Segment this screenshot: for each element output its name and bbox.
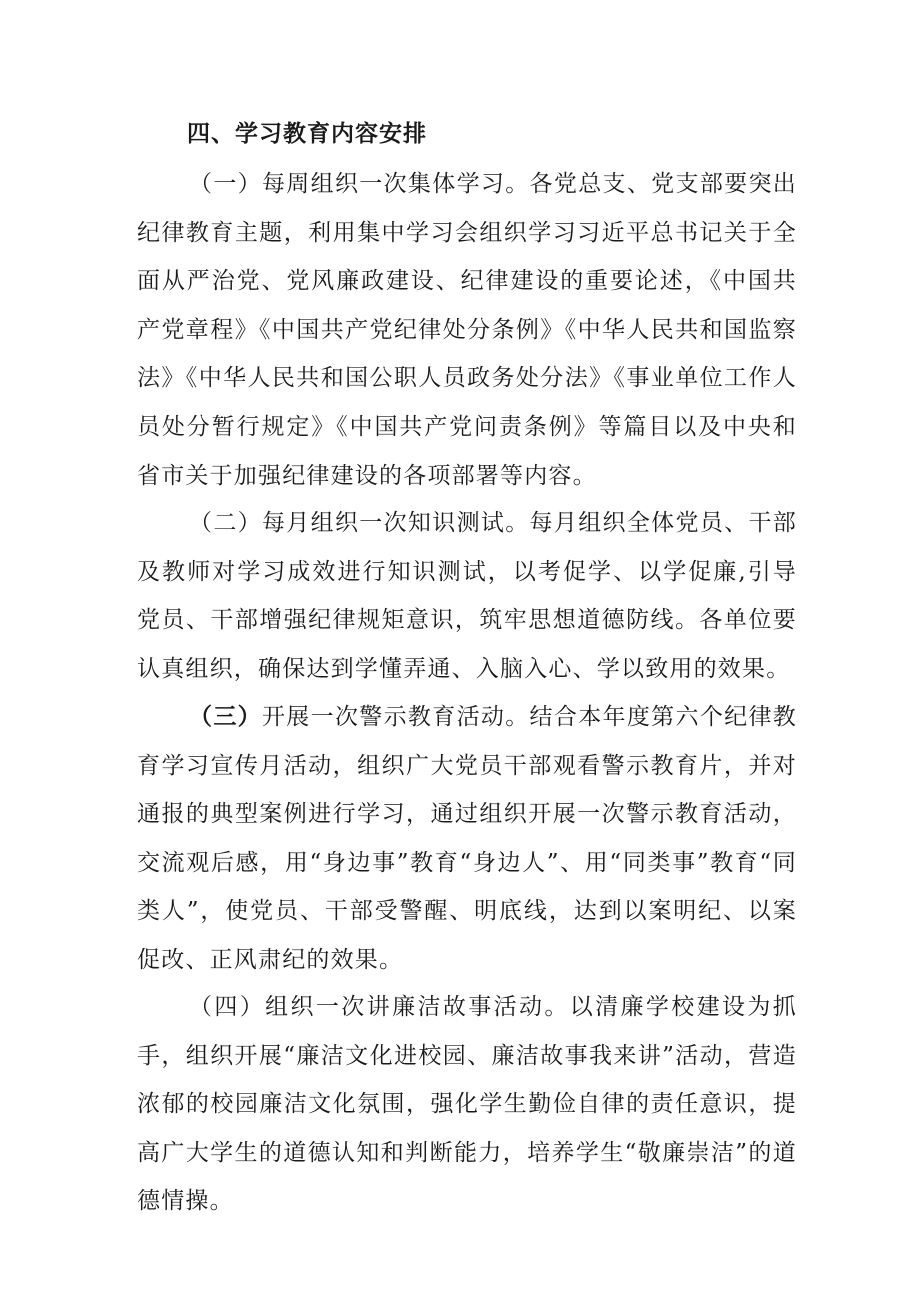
paragraph-text: 组织一次讲廉洁故事活动。以清廉学校建设为抓手，组织开展“廉洁文化进校园、廉洁故事我来讲”活动，营造浓郁的校园廉洁文化氛围，强化学生勤俭自律的责任意识，提高广大学生的道德认知和判断能力，培养学生“敬廉崇洁”的道德情操。 (137, 994, 797, 1215)
paragraph-text: 开展一次警示教育活动。结合本年度第六个纪律教育学习宣传月活动，组织广大党员干部观看警示教育片，并对通报的典型案例进行学习，通过组织开展一次警示教育活动，交流观后感，用“身边事”教育“身边人”、用“同类事”教育“同类人”，使党员、干部受警醒、明底线，达到以案明纪、以案促改、正风肃纪的效果。 (137, 704, 797, 973)
paragraph-text: 每周组织一次集体学习。各党总支、党支部要突出纪律教育主题，利用集中学习会组织学习习近平总书记关于全面从严治党、党风廉政建设、纪律建设的重要论述，《中国共产党章程》《中国共产党纪律处分条例》《中华人民共和国监察法》《中华人民共和国公职人员政务处分法》《事业单位工作人员处分暂行规定》《中国共产党问责条例》等篇目以及中央和省市关于加强纪律建设的各项部署等内容。 (137, 171, 797, 489)
paragraph-number: （一） (189, 171, 262, 197)
paragraph-monthly-test (137, 499, 797, 693)
paragraph-text: 每月组织一次知识测试。每月组织全体党员、干部及教师对学习成效进行知识测试，以考促学、以学促廉,引导党员、干部增强纪律规矩意识，筑牢思想道德防线。各单位要认真组织，确保达到学懂弄通、入脑入心、学以致用的效果。 (137, 510, 797, 682)
paragraph-integrity-stories (137, 983, 797, 1226)
paragraph-weekly-study (137, 160, 797, 500)
paragraph-number: （三） (189, 703, 262, 730)
paragraph-warning-education (137, 693, 797, 985)
paragraph-number: （四） (189, 994, 266, 1020)
paragraph-number: （二） (189, 510, 262, 536)
section-heading: 四、学习教育内容安排 (187, 120, 427, 147)
